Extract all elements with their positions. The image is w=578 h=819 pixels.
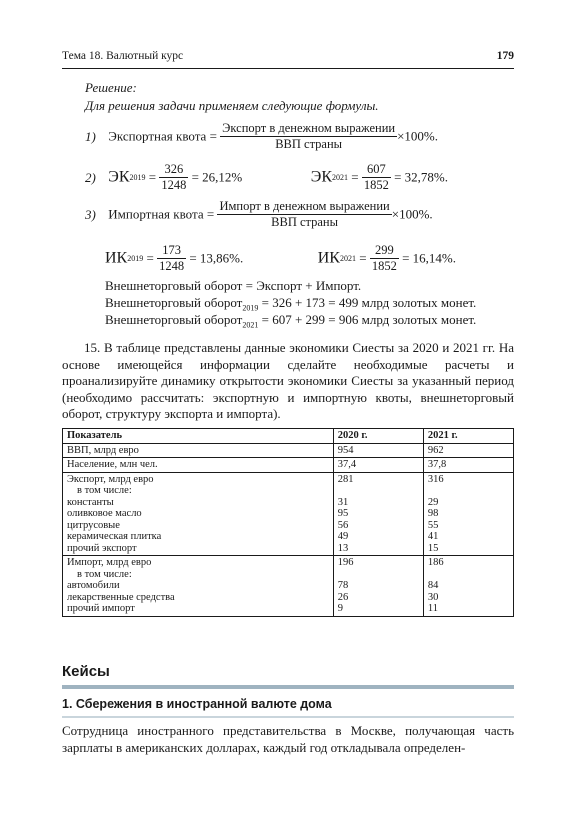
denominator: 1248: [161, 178, 187, 192]
cell-2021: 84: [427, 580, 439, 591]
table-row-import: [63, 556, 514, 617]
formula-ik-values: ИК2019 = $\frac{173}{1248}$ = 13,86%. ИК2021 = $\frac{299}{1852}$ = 16,14%.: [105, 243, 456, 273]
cell-2021: 29: [427, 496, 439, 508]
table-row-export: [63, 472, 514, 556]
ik-symbol: ИК: [317, 249, 340, 267]
cell-2020: 9: [337, 603, 343, 614]
row-label: Экспорт, млрд евро: [67, 473, 154, 485]
year-subscript: 2021: [242, 320, 259, 330]
formula-ek-values: 2) ЭК2019 = $\frac{326}{1248}$ = 26,12% ЭК2021 = $\frac{607}{1852}$ = 32,78%.: [85, 162, 448, 192]
cases-heading-band: [62, 685, 514, 689]
year-subscript: 2019: [242, 303, 259, 313]
cell-2020: 954: [333, 443, 423, 458]
solution-label: Решение:: [85, 80, 137, 95]
cell-2021: 316: [427, 473, 444, 485]
header-2021: 2021 г.: [423, 429, 513, 444]
formula-number: 2): [85, 169, 96, 185]
row-label: ВВП, млрд евро: [63, 443, 334, 458]
turnover-2021-calc: = 607 + 299 = 906 млрд золотых монет.: [258, 312, 477, 327]
ek2021-result: = 32,78%.: [394, 169, 448, 185]
economy-data-table: [62, 428, 514, 617]
denominator: 1248: [159, 259, 185, 273]
import-2021: [423, 556, 513, 617]
ik2019-result: = 13,86%.: [189, 250, 244, 266]
cell-2020: 95: [337, 508, 349, 519]
turnover-2019: [105, 295, 476, 313]
cell-2020: 78: [337, 580, 349, 591]
cell-2020: 26: [337, 591, 349, 603]
year-subscript: 2019: [127, 254, 144, 263]
import-2020: [333, 556, 423, 617]
cell-2021: 55: [427, 519, 439, 531]
table-row: [63, 458, 514, 473]
numerator: 607: [362, 162, 391, 178]
row-label: Население, млн чел.: [63, 458, 334, 473]
turnover-definition: Внешнеторговый оборот = Экспорт + Импорт.: [105, 278, 362, 293]
turnover-word: Внешнеторговый оборот: [105, 295, 243, 310]
formula-lhs: Экспортная квота: [108, 128, 207, 144]
formula-number: 1): [85, 128, 96, 144]
cell-2021: 186: [427, 557, 444, 568]
ek-symbol: ЭК: [310, 168, 332, 186]
formula-tail: ×100%.: [397, 128, 439, 144]
case-1-text: Сотрудница иностранного представительства в Москве, получающая часть зарплаты в американских долларах, каждый год откладывала определен-: [62, 723, 514, 755]
cell-2021: 41: [427, 531, 439, 542]
row-label: керамическая плитка: [67, 531, 162, 542]
turnover-2021: [105, 312, 476, 330]
row-label: лекарственные средства: [67, 591, 175, 603]
denominator: 1852: [363, 178, 389, 192]
row-note: в том числе:: [77, 485, 132, 496]
numerator: Экспорт в денежном выражении: [222, 121, 396, 135]
formula-tail: ×100%.: [391, 206, 433, 222]
formula-export-quota: 1) Экспортная квота = $\frac{\text{Экспорт в денежном выражении}}{\text{ВВП страны}}$ ×100%.: [85, 121, 439, 151]
formula-import-quota: 3) Импортная квота = $\frac{\text{Импорт в денежном выражении}}{\text{ВВП страны}}$ ×100%.: [85, 199, 433, 229]
cell-2020: 37,4: [333, 458, 423, 473]
page-number: 179: [496, 50, 514, 62]
table-header-row: [63, 429, 514, 444]
denominator: ВВП страны: [275, 137, 343, 151]
numerator: 173: [157, 243, 186, 259]
denominator: ВВП страны: [271, 215, 339, 229]
cell-2020: 196: [337, 557, 354, 568]
numerator: 326: [159, 162, 188, 178]
export-2021: [423, 472, 513, 556]
row-label: прочий экспорт: [67, 542, 137, 554]
denominator: 1852: [371, 259, 397, 273]
formula-number: 3): [85, 206, 96, 222]
row-label: цитрусовые: [67, 519, 120, 531]
header-2020: 2020 г.: [333, 429, 423, 444]
cell-2020: 281: [337, 473, 354, 485]
case-title-band: [62, 716, 514, 718]
formula-lhs: Импортная квота: [108, 206, 204, 222]
ik-symbol: ИК: [105, 249, 128, 267]
year-subscript: 2021: [339, 254, 356, 263]
numerator: Импорт в денежном выражении: [219, 199, 390, 213]
cell-2021: 11: [427, 603, 438, 614]
row-label: автомобили: [67, 580, 120, 591]
cell-2021: 98: [427, 508, 439, 519]
row-label: константы: [67, 496, 114, 508]
export-2020: [333, 472, 423, 556]
cell-2021: 30: [427, 591, 439, 603]
export-labels: [63, 472, 334, 556]
task-15-text: 15. В таблице представлены данные экономики Сиесты за 2020 и 2021 гг. На основе имеющейся информации сделайте необходимые расчеты и проанализируйте динамику открытости экономики Сиесты за указанный период (необходимо рассчитать: экспортную и импортную квоты, внешнеторговый оборот, структуру экспорта и импорта).: [62, 340, 514, 422]
ek2021-fraction: [362, 162, 391, 193]
formula-fraction: [217, 199, 391, 230]
table-row: [63, 443, 514, 458]
cell-2021: 962: [423, 443, 513, 458]
cell-2020: 49: [337, 531, 349, 542]
ek2019-result: = 26,12%: [191, 169, 243, 185]
cell-2020: 31: [337, 496, 349, 508]
import-labels: [63, 556, 334, 617]
case-1-title: 1. Сбережения в иностранной валюте дома: [62, 697, 332, 711]
turnover-word: Внешнеторговый оборот: [105, 312, 243, 327]
cell-2021: 37,8: [423, 458, 513, 473]
year-subscript: 2019: [129, 173, 146, 182]
row-label: оливковое масло: [67, 508, 142, 519]
ek-symbol: ЭК: [108, 168, 130, 186]
row-label: Импорт, млрд евро: [67, 557, 152, 568]
cell-2021: 15: [427, 542, 439, 554]
row-label: прочий импорт: [67, 603, 135, 614]
year-subscript: 2021: [331, 173, 348, 182]
formula-fraction: [220, 121, 397, 152]
cell-2020: 13: [337, 542, 349, 554]
ek2019-fraction: [159, 162, 188, 193]
ik2021-fraction: [370, 243, 399, 274]
chapter-title: Тема 18. Валютный курс: [62, 50, 184, 62]
ik2019-fraction: [157, 243, 186, 274]
turnover-2019-calc: = 326 + 173 = 499 млрд золотых монет.: [258, 295, 477, 310]
header-rule: [62, 68, 514, 69]
header-indicator: Показатель: [63, 429, 334, 444]
row-note: в том числе:: [77, 568, 132, 580]
cell-2020: 56: [337, 519, 349, 531]
solution-intro: Для решения задачи применяем следующие формулы.: [85, 98, 379, 113]
numerator: 299: [370, 243, 399, 259]
ik2021-result: = 16,14%.: [402, 250, 456, 266]
cases-heading: Кейсы: [62, 663, 110, 680]
